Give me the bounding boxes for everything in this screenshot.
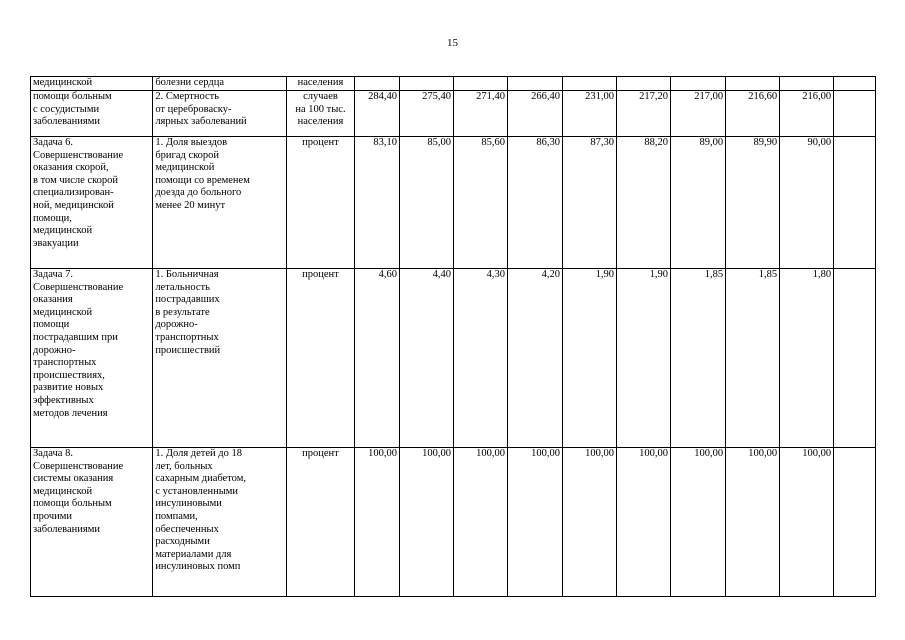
value-cell: [453, 77, 507, 91]
value-cell: 1,85: [726, 269, 780, 448]
value-cell: 89,90: [726, 137, 780, 269]
value-cell: 217,00: [671, 91, 726, 137]
extra-cell: [834, 137, 876, 269]
value-cell: 231,00: [563, 91, 617, 137]
indicator-cell: 2. Смертность от цереброваску- лярных заболеваний: [153, 91, 287, 137]
value-cell: 90,00: [780, 137, 834, 269]
value-cell: 4,40: [399, 269, 453, 448]
value-cell: 284,40: [355, 91, 400, 137]
task-cell: медицинской: [31, 77, 153, 91]
value-cell: [507, 77, 562, 91]
value-cell: [780, 77, 834, 91]
value-cell: 100,00: [453, 448, 507, 597]
extra-cell: [834, 91, 876, 137]
value-cell: 85,60: [453, 137, 507, 269]
value-cell: 83,10: [355, 137, 400, 269]
value-cell: [563, 77, 617, 91]
value-cell: 100,00: [617, 448, 671, 597]
value-cell: 4,30: [453, 269, 507, 448]
value-cell: 86,30: [507, 137, 562, 269]
value-cell: 100,00: [671, 448, 726, 597]
value-cell: 85,00: [399, 137, 453, 269]
page-number: 15: [447, 37, 458, 49]
extra-cell: [834, 448, 876, 597]
value-cell: 87,30: [563, 137, 617, 269]
value-cell: 100,00: [726, 448, 780, 597]
value-cell: 100,00: [399, 448, 453, 597]
unit-cell: случаев на 100 тыс. населения: [286, 91, 354, 137]
value-cell: 4,20: [507, 269, 562, 448]
task-cell: помощи больным с сосудистыми заболеваниями: [31, 91, 153, 137]
value-cell: 100,00: [780, 448, 834, 597]
table-row: [31, 91, 876, 137]
task-cell: Задача 6. Совершенствование оказания скорой, в том числе скорой специализирован- ной, медицинской помощи, медицинской эвакуации: [31, 137, 153, 269]
table-row: [31, 77, 876, 91]
table-row: [31, 137, 876, 269]
value-cell: 216,60: [726, 91, 780, 137]
value-cell: 1,90: [617, 269, 671, 448]
indicator-cell: 1. Доля детей до 18 лет, больных сахарным диабетом, с установленными инсулиновыми помпами, обеспеченных расходными материалами для инсулиновых помп: [153, 448, 287, 597]
value-cell: [355, 77, 400, 91]
value-cell: 100,00: [563, 448, 617, 597]
unit-cell: процент: [286, 137, 354, 269]
value-cell: 217,20: [617, 91, 671, 137]
value-cell: 88,20: [617, 137, 671, 269]
value-cell: [726, 77, 780, 91]
indicator-cell: 1. Больничная летальность пострадавших в результате дорожно- транспортных происшествий: [153, 269, 287, 448]
value-cell: 1,90: [563, 269, 617, 448]
indicator-cell: болезни сердца: [153, 77, 287, 91]
unit-cell: процент: [286, 269, 354, 448]
unit-cell: процент: [286, 448, 354, 597]
value-cell: 271,40: [453, 91, 507, 137]
value-cell: [399, 77, 453, 91]
value-cell: 100,00: [507, 448, 562, 597]
indicators-table: [30, 76, 876, 597]
value-cell: 4,60: [355, 269, 400, 448]
task-cell: Задача 8. Совершенствование системы оказания медицинской помощи больным прочими заболеваниями: [31, 448, 153, 597]
value-cell: [617, 77, 671, 91]
unit-cell: населения: [286, 77, 354, 91]
value-cell: 89,00: [671, 137, 726, 269]
task-cell: Задача 7. Совершенствование оказания медицинской помощи пострадавшим при дорожно- транспортных происшествиях, развитие новых эффективных методов лечения: [31, 269, 153, 448]
value-cell: 1,85: [671, 269, 726, 448]
value-cell: 266,40: [507, 91, 562, 137]
value-cell: [671, 77, 726, 91]
extra-cell: [834, 269, 876, 448]
table-row: [31, 269, 876, 448]
table-row: [31, 448, 876, 597]
extra-cell: [834, 77, 876, 91]
value-cell: 1,80: [780, 269, 834, 448]
value-cell: 100,00: [355, 448, 400, 597]
indicator-cell: 1. Доля выездов бригад скорой медицинской помощи со временем доезда до больного менее 20 минут: [153, 137, 287, 269]
value-cell: 275,40: [399, 91, 453, 137]
value-cell: 216,00: [780, 91, 834, 137]
